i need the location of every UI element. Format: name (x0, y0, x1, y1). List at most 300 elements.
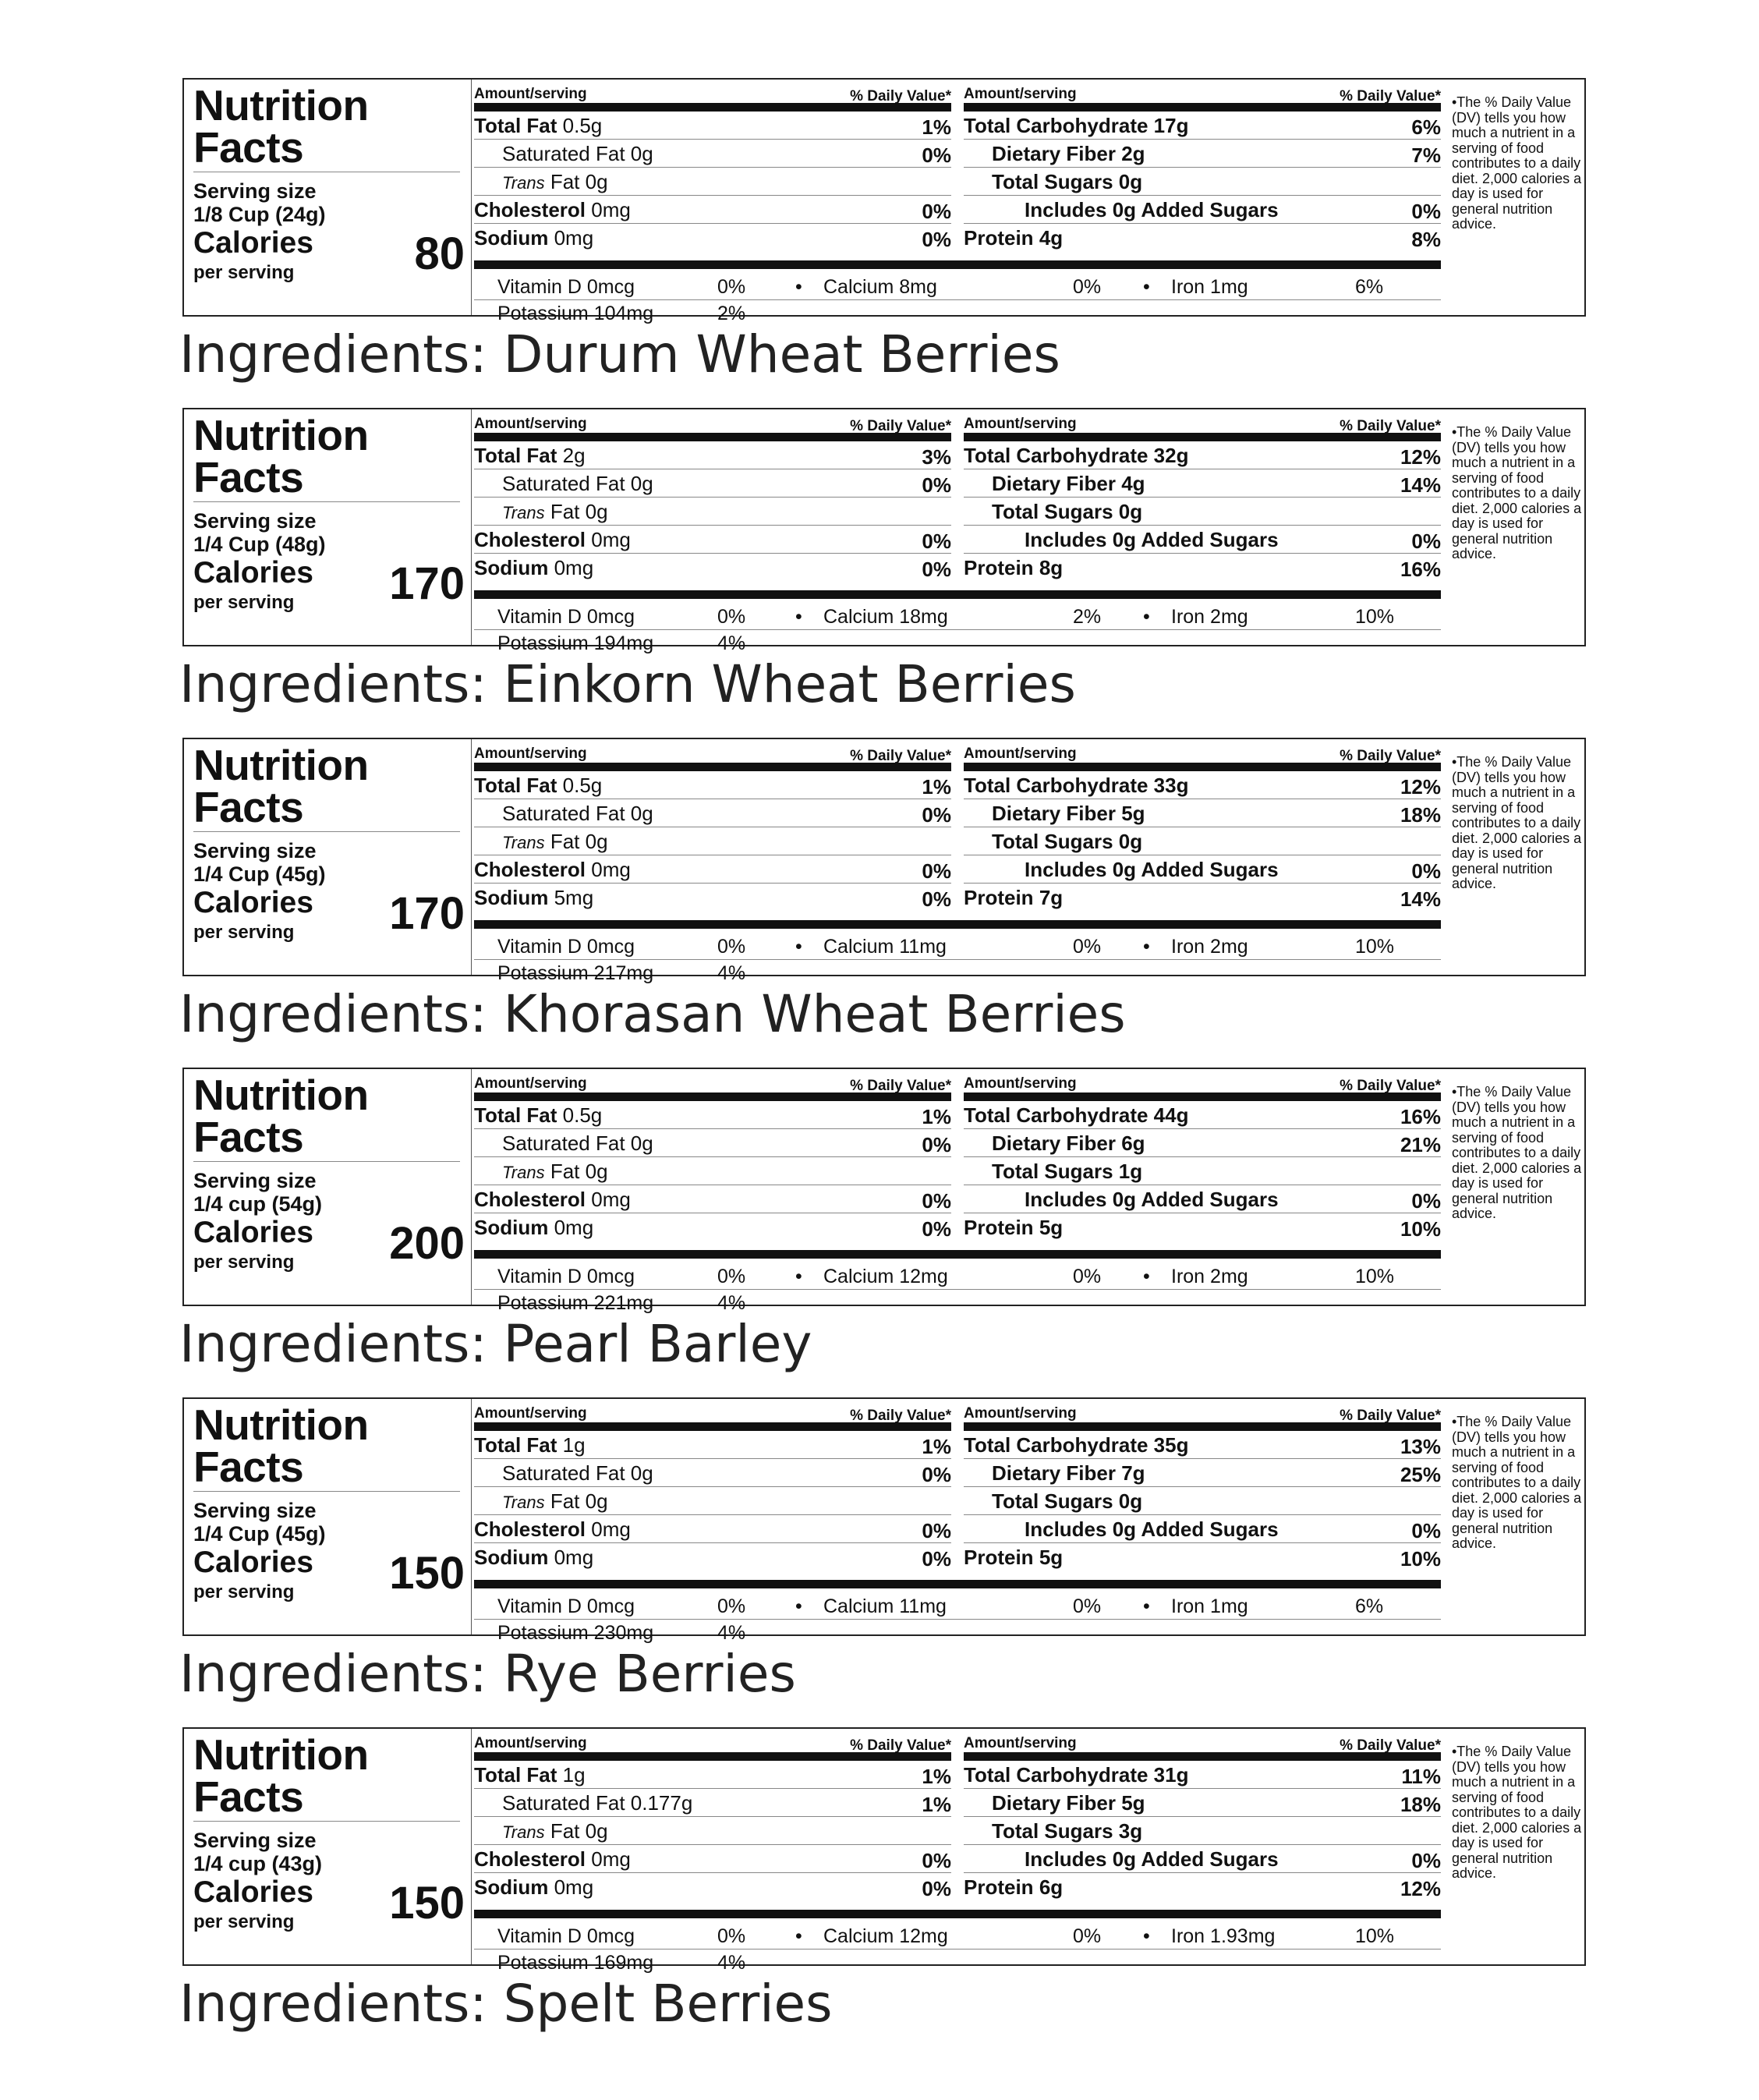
total-fat-amount: 1g (562, 1763, 586, 1787)
calorie-section (184, 739, 465, 975)
dietary-fiber-amount: 4g (1121, 472, 1145, 495)
calories-label: Calories (193, 1546, 313, 1579)
calcium-amount: 18mg (899, 606, 948, 628)
daily-value-footnote: •The % Daily Value (DV) tells you how much a nutrient in a serving of food contributes to a daily diet. 2,000 calories a day is used for general nutrition advice. (1452, 1414, 1582, 1551)
added-sugars-label: Added Sugars (1141, 1188, 1279, 1211)
vitamin-d-label: Vitamin D (497, 276, 582, 298)
potassium-amount: 217mg (593, 962, 654, 984)
total-fat-row (474, 1761, 951, 1789)
total-fat-dv: 1% (922, 1105, 951, 1128)
cholesterol-dv: 0% (922, 1519, 951, 1542)
calcium-item (823, 606, 948, 629)
dietary-fiber-label: Dietary Fiber (992, 1461, 1116, 1485)
sodium-amount: 5mg (554, 886, 594, 909)
total-sugars-amount: 0g (1118, 1489, 1143, 1513)
carbohydrate-column (964, 86, 1441, 251)
sodium-dv: 0% (922, 1877, 951, 1900)
iron-label: Iron (1171, 1595, 1205, 1617)
protein-dv: 12% (1400, 1877, 1441, 1900)
calcium-item (823, 1925, 948, 1948)
serving-size-label: Serving size (193, 1499, 317, 1522)
saturated-fat-row (474, 140, 951, 168)
sodium-dv: 0% (922, 558, 951, 581)
amount-per-serving-label: Amount/serving (964, 1075, 1077, 1092)
calcium-dv: 2% (1073, 606, 1102, 628)
cholesterol-amount: 0mg (591, 858, 631, 881)
total-fat-label: Total Fat (474, 444, 557, 467)
total-carbohydrate-row (964, 441, 1441, 469)
section-divider (471, 409, 472, 645)
iron-dv: 10% (1355, 1925, 1395, 1947)
amount-per-serving-label: Amount/serving (964, 1735, 1077, 1751)
cholesterol-label: Cholesterol (474, 1847, 586, 1871)
total-fat-label: Total Fat (474, 114, 557, 137)
amount-per-serving-label: Amount/serving (474, 416, 587, 432)
serving-size (193, 179, 326, 226)
added-sugars-amount: 0g (1112, 1517, 1137, 1541)
per-serving-label: per serving (193, 262, 295, 283)
added-sugars-dv: 0% (1411, 529, 1441, 553)
section-divider (471, 1069, 472, 1305)
trans-fat-row (474, 827, 951, 855)
fat-column (474, 745, 951, 911)
total-carbohydrate-dv: 12% (1400, 775, 1441, 799)
ingredients-text: Ingredients: Khorasan Wheat Berries (179, 984, 1126, 1044)
trans-fat-row (474, 498, 951, 526)
calories-value: 150 (389, 1878, 465, 1928)
bullet-separator: • (1143, 606, 1150, 628)
vitamin-d-dv: 0% (717, 1266, 746, 1287)
includes-label: Includes (1025, 858, 1107, 881)
dietary-fiber-label: Dietary Fiber (992, 1791, 1116, 1815)
thick-rule (474, 1250, 1441, 1259)
nutrition-facts-panel (182, 1727, 1586, 1974)
protein-label: Protein (964, 1546, 1034, 1569)
total-sugars-label: Total Sugars (992, 1160, 1113, 1183)
nutrition-label-block (0, 408, 1759, 738)
micronutrient-section (474, 1595, 1441, 1644)
total-carbohydrate-amount: 32g (1153, 444, 1189, 467)
vitamin-d-dv: 0% (717, 936, 746, 958)
nutrition-facts-panel (182, 78, 1586, 324)
calcium-amount: 8mg (899, 276, 937, 298)
per-serving-label: per serving (193, 922, 295, 943)
includes-label: Includes (1025, 1517, 1107, 1541)
calcium-label: Calcium (823, 936, 894, 958)
added-sugars-label: Added Sugars (1141, 858, 1279, 881)
protein-amount: 7g (1039, 886, 1064, 909)
added-sugars-dv: 0% (1411, 1849, 1441, 1872)
trans-fat-row (474, 1487, 951, 1515)
serving-size (193, 839, 326, 886)
column-header (964, 1405, 1441, 1422)
daily-value-footnote: •The % Daily Value (DV) tells you how much a nutrient in a serving of food contributes to a daily diet. 2,000 calories a day is used for general nutrition advice. (1452, 94, 1582, 232)
iron-item (1171, 606, 1248, 629)
serving-size-value: 1/4 cup (43g) (193, 1852, 323, 1875)
calorie-section (184, 1399, 465, 1634)
nutrition-label-block (0, 1727, 1759, 2057)
protein-row (964, 1213, 1441, 1241)
calorie-section (184, 1729, 465, 1964)
calories-value: 200 (389, 1218, 465, 1269)
total-fat-label: Total Fat (474, 774, 557, 797)
protein-row (964, 1543, 1441, 1571)
cholesterol-dv: 0% (922, 1189, 951, 1213)
trans-label: Trans (502, 1163, 545, 1182)
saturated-fat-label: Saturated Fat (502, 1791, 625, 1815)
nutrition-facts-title: Nutrition Facts (193, 81, 369, 172)
added-sugars-amount: 0g (1112, 198, 1137, 221)
fat-column (474, 1075, 951, 1241)
dietary-fiber-dv: 18% (1400, 1793, 1441, 1816)
protein-label: Protein (964, 1216, 1034, 1239)
calcium-dv: 0% (1073, 276, 1102, 298)
total-carbohydrate-row (964, 1761, 1441, 1789)
nutrition-label-block (0, 1068, 1759, 1397)
vitamin-d-amount: 0mcg (586, 606, 635, 628)
sodium-row (474, 1873, 951, 1900)
total-sugars-label: Total Sugars (992, 170, 1113, 193)
iron-dv: 6% (1355, 1595, 1384, 1617)
dietary-fiber-amount: 5g (1121, 1791, 1145, 1815)
iron-item (1171, 1266, 1248, 1288)
nutrition-facts-title: Nutrition Facts (193, 1401, 369, 1491)
trans-fat-row (474, 1817, 951, 1845)
daily-value-label: % Daily Value* (850, 1408, 951, 1424)
cholesterol-label: Cholesterol (474, 528, 586, 551)
calcium-label: Calcium (823, 606, 894, 628)
title-divider (193, 831, 460, 832)
daily-value-label: % Daily Value* (850, 88, 951, 104)
potassium-amount: 194mg (593, 632, 654, 654)
calcium-amount: 12mg (899, 1925, 948, 1947)
total-sugars-row (964, 1157, 1441, 1185)
sodium-amount: 0mg (554, 556, 594, 579)
saturated-fat-dv: 0% (922, 143, 951, 167)
serving-size-value: 1/4 cup (54g) (193, 1192, 323, 1216)
serving-size-value: 1/4 Cup (45g) (193, 862, 326, 886)
vitamin-d-label: Vitamin D (497, 1266, 582, 1287)
vitamin-d-item (497, 1595, 635, 1618)
cholesterol-row (474, 1845, 951, 1873)
total-fat-dv: 1% (922, 115, 951, 139)
potassium-label: Potassium (497, 1622, 589, 1644)
saturated-fat-dv: 0% (922, 1463, 951, 1486)
iron-label: Iron (1171, 1925, 1205, 1947)
dietary-fiber-row (964, 1129, 1441, 1157)
amount-per-serving-label: Amount/serving (964, 745, 1077, 762)
nutrition-label-block (0, 78, 1759, 408)
iron-dv: 6% (1355, 276, 1384, 298)
carbohydrate-column (964, 745, 1441, 911)
potassium-label: Potassium (497, 1952, 589, 1974)
column-header (474, 1405, 951, 1422)
dietary-fiber-dv: 18% (1400, 803, 1441, 827)
total-fat-dv: 1% (922, 775, 951, 799)
calories-label: Calories (193, 1216, 313, 1249)
vitamin-d-dv: 0% (717, 1925, 746, 1947)
saturated-fat-dv: 0% (922, 1133, 951, 1156)
protein-dv: 16% (1400, 558, 1441, 581)
added-sugars-dv: 0% (1411, 200, 1441, 223)
ingredients-text: Ingredients: Durum Wheat Berries (179, 324, 1060, 384)
iron-dv: 10% (1355, 1266, 1395, 1287)
amount-per-serving-label: Amount/serving (474, 1735, 587, 1751)
section-divider (471, 739, 472, 975)
protein-row (964, 224, 1441, 251)
protein-amount: 8g (1039, 556, 1064, 579)
trans-label: Trans (502, 1822, 545, 1842)
total-fat-row (474, 1431, 951, 1459)
amount-per-serving-label: Amount/serving (964, 86, 1077, 102)
iron-label: Iron (1171, 1266, 1205, 1287)
sodium-label: Sodium (474, 1875, 549, 1899)
calories-label: Calories (193, 556, 313, 590)
cholesterol-amount: 0mg (591, 198, 631, 221)
total-sugars-row (964, 1817, 1441, 1845)
potassium-amount: 169mg (593, 1952, 654, 1974)
title-divider (193, 501, 460, 502)
column-header (964, 1735, 1441, 1752)
title-divider (193, 1161, 460, 1162)
nutrition-label-block (0, 738, 1759, 1068)
protein-label: Protein (964, 886, 1034, 909)
total-carbohydrate-label: Total Carbohydrate (964, 774, 1148, 797)
bullet-separator: • (1143, 936, 1150, 958)
protein-label: Protein (964, 556, 1034, 579)
saturated-fat-row (474, 1129, 951, 1157)
calorie-section (184, 80, 465, 315)
saturated-fat-label: Saturated Fat (502, 472, 625, 495)
potassium-dv: 2% (717, 303, 746, 324)
total-carbohydrate-row (964, 1431, 1441, 1459)
fat-column (474, 1405, 951, 1571)
total-fat-amount: 2g (562, 444, 586, 467)
saturated-fat-amount: 0g (630, 802, 653, 825)
dietary-fiber-row (964, 1789, 1441, 1817)
daily-value-label: % Daily Value* (1340, 1078, 1441, 1094)
saturated-fat-label: Saturated Fat (502, 142, 625, 165)
thick-rule (474, 260, 1441, 269)
trans-fat-amount: 0g (585, 830, 608, 853)
dietary-fiber-label: Dietary Fiber (992, 802, 1116, 825)
iron-item (1171, 276, 1248, 299)
total-carbohydrate-row (964, 1101, 1441, 1129)
cholesterol-amount: 0mg (591, 1847, 631, 1871)
amount-per-serving-label: Amount/serving (474, 745, 587, 762)
section-divider (471, 80, 472, 315)
protein-amount: 5g (1039, 1216, 1064, 1239)
calcium-label: Calcium (823, 1595, 894, 1617)
trans-label: Trans (502, 503, 545, 522)
calories-label: Calories (193, 1875, 313, 1909)
calorie-section (184, 409, 465, 645)
saturated-fat-label: Saturated Fat (502, 1461, 625, 1485)
serving-size (193, 1499, 326, 1546)
daily-value-label: % Daily Value* (850, 748, 951, 764)
iron-amount: 2mg (1210, 1266, 1248, 1287)
iron-amount: 2mg (1210, 606, 1248, 628)
ingredients-text: Ingredients: Spelt Berries (179, 1974, 833, 2034)
vitamin-d-item (497, 936, 635, 958)
iron-amount: 2mg (1210, 936, 1248, 958)
title-divider (193, 1491, 460, 1492)
ingredients-text: Ingredients: Pearl Barley (179, 1314, 812, 1374)
added-sugars-label: Added Sugars (1141, 1847, 1279, 1871)
column-header (964, 416, 1441, 433)
total-carbohydrate-label: Total Carbohydrate (964, 444, 1148, 467)
dietary-fiber-dv: 21% (1400, 1133, 1441, 1156)
vitamin-d-dv: 0% (717, 606, 746, 628)
fat-label: Fat (550, 170, 580, 193)
daily-value-label: % Daily Value* (1340, 1737, 1441, 1754)
carbohydrate-column (964, 1735, 1441, 1900)
total-carbohydrate-amount: 31g (1153, 1763, 1189, 1787)
saturated-fat-amount: 0g (630, 142, 653, 165)
calcium-item (823, 1266, 948, 1288)
added-sugars-dv: 0% (1411, 1519, 1441, 1542)
dietary-fiber-dv: 14% (1400, 473, 1441, 497)
calcium-dv: 0% (1073, 1925, 1102, 1947)
trans-fat-row (474, 1157, 951, 1185)
sodium-label: Sodium (474, 226, 549, 250)
total-sugars-amount: 0g (1118, 500, 1143, 523)
daily-value-label: % Daily Value* (850, 1737, 951, 1754)
column-header (964, 1075, 1441, 1092)
bullet-separator: • (1143, 1595, 1150, 1617)
vitamin-d-item (497, 606, 635, 629)
bullet-separator: • (795, 1925, 802, 1947)
fat-label: Fat (550, 830, 580, 853)
calcium-dv: 0% (1073, 1266, 1102, 1287)
includes-label: Includes (1025, 1847, 1107, 1871)
iron-amount: 1mg (1210, 276, 1248, 298)
added-sugars-dv: 0% (1411, 1189, 1441, 1213)
dietary-fiber-row (964, 799, 1441, 827)
bullet-separator: • (1143, 276, 1150, 298)
saturated-fat-amount: 0g (630, 1461, 653, 1485)
sodium-amount: 0mg (554, 1216, 594, 1239)
ingredients-text: Ingredients: Rye Berries (179, 1644, 796, 1704)
sodium-dv: 0% (922, 228, 951, 251)
bullet-separator: • (795, 1595, 802, 1617)
carbohydrate-column (964, 1075, 1441, 1241)
iron-amount: 1.93mg (1210, 1925, 1276, 1947)
vitamin-d-amount: 0mcg (586, 1266, 635, 1287)
sodium-label: Sodium (474, 1546, 549, 1569)
sodium-dv: 0% (922, 1217, 951, 1241)
fat-column (474, 86, 951, 251)
potassium-dv: 4% (717, 632, 746, 654)
total-carbohydrate-label: Total Carbohydrate (964, 114, 1148, 137)
column-header (964, 745, 1441, 763)
cholesterol-dv: 0% (922, 1849, 951, 1872)
calcium-label: Calcium (823, 1266, 894, 1287)
total-carbohydrate-dv: 13% (1400, 1435, 1441, 1458)
vitamin-d-amount: 0mcg (586, 1925, 635, 1947)
cholesterol-row (474, 855, 951, 884)
sodium-row (474, 1213, 951, 1241)
iron-dv: 10% (1355, 936, 1395, 958)
fat-label: Fat (550, 1819, 580, 1843)
calcium-item (823, 276, 937, 299)
protein-amount: 6g (1039, 1875, 1064, 1899)
sodium-amount: 0mg (554, 1546, 594, 1569)
serving-size-label: Serving size (193, 509, 317, 533)
sodium-dv: 0% (922, 1547, 951, 1571)
dietary-fiber-amount: 5g (1121, 802, 1145, 825)
saturated-fat-amount: 0g (630, 1131, 653, 1155)
micronutrient-section (474, 606, 1441, 654)
sodium-label: Sodium (474, 886, 549, 909)
dietary-fiber-amount: 6g (1121, 1131, 1145, 1155)
daily-value-footnote: •The % Daily Value (DV) tells you how much a nutrient in a serving of food contributes to a daily diet. 2,000 calories a day is used for general nutrition advice. (1452, 754, 1582, 891)
bullet-separator: • (795, 606, 802, 628)
total-fat-dv: 1% (922, 1765, 951, 1788)
dietary-fiber-row (964, 140, 1441, 168)
added-sugars-row (964, 1845, 1441, 1873)
iron-label: Iron (1171, 936, 1205, 958)
thick-rule (474, 1910, 1441, 1918)
serving-size-label: Serving size (193, 1829, 317, 1852)
nutrition-facts-panel (182, 738, 1586, 984)
sodium-amount: 0mg (554, 1875, 594, 1899)
per-serving-label: per serving (193, 592, 295, 613)
total-sugars-amount: 1g (1118, 1160, 1143, 1183)
potassium-amount: 221mg (593, 1292, 654, 1314)
saturated-fat-dv: 0% (922, 473, 951, 497)
serving-size-value: 1/4 Cup (45g) (193, 1522, 326, 1546)
added-sugars-label: Added Sugars (1141, 528, 1279, 551)
iron-amount: 1mg (1210, 1595, 1248, 1617)
per-serving-label: per serving (193, 1252, 295, 1273)
daily-value-label: % Daily Value* (850, 418, 951, 434)
total-sugars-amount: 0g (1118, 830, 1143, 853)
iron-dv: 10% (1355, 606, 1395, 628)
protein-row (964, 884, 1441, 911)
total-carbohydrate-label: Total Carbohydrate (964, 1103, 1148, 1127)
added-sugars-amount: 0g (1112, 858, 1137, 881)
iron-label: Iron (1171, 276, 1205, 298)
includes-label: Includes (1025, 528, 1107, 551)
saturated-fat-amount: 0.177g (630, 1791, 693, 1815)
sodium-row (474, 554, 951, 581)
trans-label: Trans (502, 173, 545, 193)
protein-dv: 10% (1400, 1217, 1441, 1241)
fat-label: Fat (550, 1160, 580, 1183)
calcium-amount: 12mg (899, 1266, 948, 1287)
thick-rule (474, 590, 1441, 599)
dietary-fiber-dv: 25% (1400, 1463, 1441, 1486)
serving-size (193, 509, 326, 556)
saturated-fat-label: Saturated Fat (502, 1131, 625, 1155)
vitamin-d-amount: 0mcg (586, 936, 635, 958)
total-fat-row (474, 771, 951, 799)
vitamin-d-item (497, 1266, 635, 1288)
sodium-row (474, 1543, 951, 1571)
total-sugars-label: Total Sugars (992, 1489, 1113, 1513)
total-fat-dv: 1% (922, 1435, 951, 1458)
fat-column (474, 1735, 951, 1900)
total-sugars-row (964, 168, 1441, 196)
calorie-section (184, 1069, 465, 1305)
column-header (474, 1075, 951, 1092)
sodium-label: Sodium (474, 556, 549, 579)
total-fat-row (474, 441, 951, 469)
daily-value-label: % Daily Value* (850, 1078, 951, 1094)
nutrition-facts-panel (182, 1397, 1586, 1644)
trans-label: Trans (502, 833, 545, 852)
